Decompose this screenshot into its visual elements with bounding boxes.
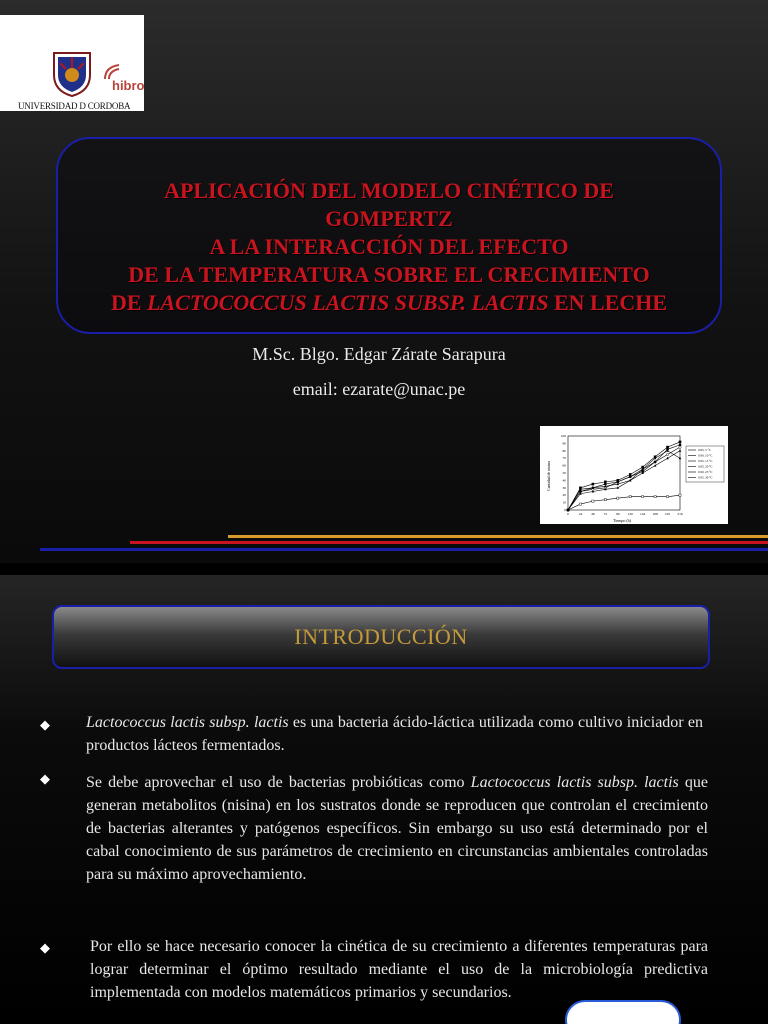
y-tick-label: 100 <box>560 434 566 438</box>
y-tick-label: 0 <box>564 508 566 512</box>
chart-xlabel: Tiempo (h) <box>613 518 631 523</box>
data-point <box>592 487 594 489</box>
bullet-icon: ◆ <box>40 717 50 732</box>
bullet-icon: ◆ <box>40 771 50 786</box>
author-email: email: ezarate@unac.pe <box>292 379 466 399</box>
x-tick-label: 144 <box>640 512 646 516</box>
divider-red <box>130 541 768 544</box>
x-tick-label: 24 <box>578 512 583 516</box>
data-point <box>617 481 619 483</box>
institution-name: UNIVERSIDAD D CORDOBA <box>18 101 131 111</box>
y-tick-label: 60 <box>562 463 566 468</box>
bullet-body: Por ello se hace necesario conocer la cinética de su crecimiento a diferentes temperaturas para lograr determinar el óptimo resultado mediante el uso de la microbiología predictiva implementada con modelos matemáticos primarios y secundarios. <box>90 938 708 1001</box>
y-tick-label: 90 <box>562 441 566 446</box>
series-line <box>568 495 680 510</box>
species-name: LACTOCOCCUS LACTIS SUBSP. LACTIS <box>147 290 549 315</box>
series-line <box>568 451 680 510</box>
y-tick-label: 40 <box>562 478 566 483</box>
x-tick-label: 168 <box>652 512 658 516</box>
legend-label: 0.85, 5 °C <box>698 448 711 453</box>
bullet-body: que generan metabolitos (nisina) en los sustratos donde se reproducen que controlan el crecimiento de bacterias alterantes y patógenos específicos. Sin embargo su uso está determinado por el cabal conocimiento de sus parámetros de crecimiento en circunstancias ambientales controladas para su máximo aprovechamiento. <box>86 774 708 883</box>
data-point <box>654 461 656 463</box>
y-tick-label: 70 <box>562 456 566 461</box>
bullet-text <box>86 771 708 886</box>
x-tick-label: 216 <box>677 512 683 516</box>
author-name: M.Sc. Blgo. Edgar Zárate Sarapura <box>252 344 506 364</box>
data-point <box>629 476 631 478</box>
data-point <box>642 496 644 498</box>
y-tick-label: 10 <box>562 500 566 505</box>
divider-blue <box>40 548 768 551</box>
y-tick-label: 50 <box>562 471 566 475</box>
university-logo <box>0 15 144 111</box>
legend-label: 0.95, 30 °C <box>698 475 713 480</box>
partial-shape <box>565 1000 681 1024</box>
x-tick-label: 0 <box>567 512 569 516</box>
title-line <box>58 289 720 317</box>
x-tick-label: 48 <box>591 512 595 516</box>
data-point <box>641 470 643 472</box>
x-tick-label: 192 <box>664 512 671 516</box>
chart-svg <box>540 426 728 524</box>
data-point <box>679 494 681 496</box>
chart-ylabel: Cantidad de nisina <box>546 461 551 491</box>
legend-label: 0.85, 20 °C <box>698 464 713 469</box>
y-tick-label: 30 <box>562 485 566 490</box>
data-point <box>642 466 644 468</box>
series-line <box>568 451 680 510</box>
data-point <box>579 503 581 505</box>
title-line: APLICACIÓN DEL MODELO CINÉTICO DE <box>164 178 614 203</box>
species-name: Lactococcus lactis subsp. lactis <box>86 714 289 731</box>
partner-logo-text: hibro <box>112 78 145 93</box>
y-tick-label: 80 <box>562 448 566 453</box>
x-tick-label: 96 <box>616 512 620 516</box>
title-line: DE LA TEMPERATURA SOBRE EL CRECIMIENTO <box>128 262 650 287</box>
data-point <box>629 496 631 498</box>
data-point <box>579 487 581 489</box>
data-point <box>592 483 594 485</box>
data-point <box>604 499 606 501</box>
data-point <box>666 446 668 448</box>
introduction-slide <box>0 575 768 1024</box>
slide-title <box>58 177 720 317</box>
plot-frame <box>568 436 680 510</box>
data-point <box>666 453 668 455</box>
series-line <box>568 442 680 510</box>
divider-gold <box>228 535 768 538</box>
bullet-body: Se debe aprovechar el uso de bacterias probióticas como <box>86 774 471 791</box>
title-line: A LA INTERACCIÓN DEL EFECTO <box>209 234 569 259</box>
legend-label: 0.90, 25 °C <box>698 470 713 475</box>
data-point <box>654 496 656 498</box>
bullet-body: es una bacteria ácido-láctica utilizada como cultivo iniciador en productos lácteos fermentados. <box>86 714 704 754</box>
series-line <box>568 447 680 510</box>
section-header <box>52 605 710 669</box>
shield-icon <box>52 51 92 97</box>
bullet-text <box>86 711 703 757</box>
legend-label: 0.95, 15 °C <box>698 459 713 464</box>
bullet-text <box>90 935 708 1004</box>
title-box <box>56 137 722 334</box>
title-prefix: DE <box>110 290 148 315</box>
data-point <box>679 441 681 443</box>
data-point <box>604 483 606 485</box>
data-point <box>679 449 682 451</box>
data-point <box>629 473 631 475</box>
x-tick-label: 120 <box>627 512 633 516</box>
x-tick-label: 72 <box>603 512 608 516</box>
legend-label: 0.90, 10 °C <box>698 453 713 458</box>
growth-chart <box>540 426 728 524</box>
species-name: Lactococcus lactis subsp. lactis <box>470 774 679 791</box>
data-point <box>617 497 619 499</box>
data-point <box>604 481 606 483</box>
title-suffix: EN LECHE <box>548 290 668 315</box>
data-point <box>666 496 668 498</box>
data-point <box>592 500 594 502</box>
title-line: GOMPERTZ <box>325 206 453 231</box>
data-point <box>679 444 681 446</box>
y-tick-label: 20 <box>562 493 566 498</box>
bullet-icon: ◆ <box>40 940 50 955</box>
section-title: INTRODUCCIÓN <box>294 624 468 649</box>
